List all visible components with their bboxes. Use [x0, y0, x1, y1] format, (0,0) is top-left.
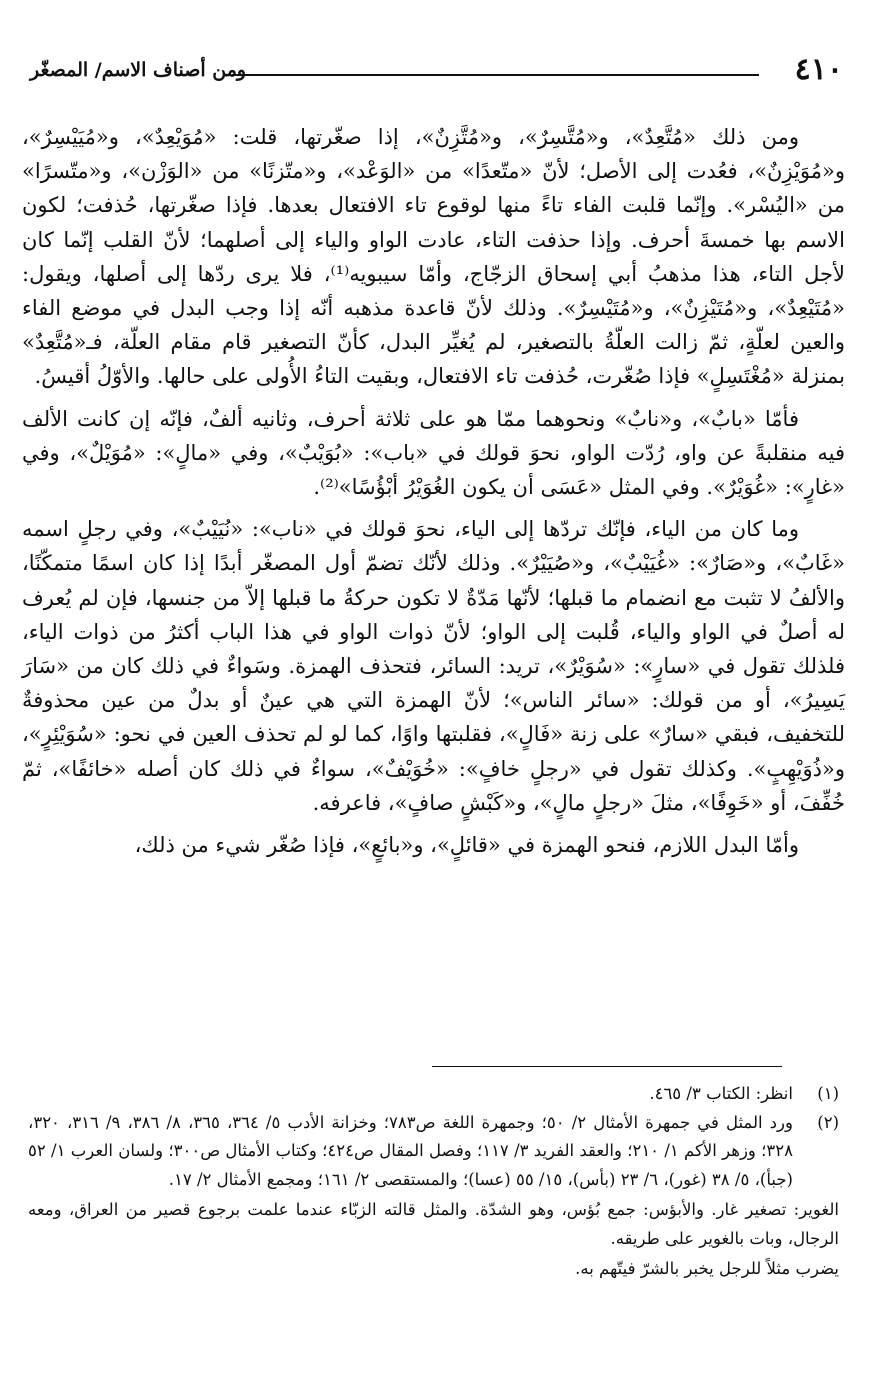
paragraph-2: فأمّا «بابٌ»، و«نابٌ» ونحوهما ممّا هو على ثلاثة أحرف، وثانيه ألفٌ، فإنّه إن كانت الألف فيه منقلبةً عن واو، رُدّت الواو، نحوَ قولك في «باب»: «بُوَيْبٌ»، وفي «مالٍ»: «مُوَيْلٌ»، وفي «غارٍ»: «غُوَيْرٌ». وفي المثل «عَسَى أن يكون الغُوَيْرُ أبْؤُسًا»⁽²⁾. [22, 406, 845, 500]
footnote-gloss: الغوير: تصغير غار. والأبؤس: جمع بُؤس، وهو الشدّة. والمثل قالته الزبّاء عندما علمت برجوع قصير من العراق، ومعه الرجال، وبات بالغوير على طريقه. [28, 1200, 839, 1248]
paragraph-4: وأمّا البدل اللازم، فنحو الهمزة في «قائلٍ»، و«بائعٍ»، فإذا صُغّر شيء من ذلك، [134, 833, 799, 858]
footnote-number: (١) [817, 1084, 839, 1103]
main-text [22, 120, 845, 862]
paragraph-1: ومن ذلك «مُتَّعِدٌ»، و«مُتَّسِرٌ»، و«مُتَّزِنٌ»، إذا صغّرتها، قلت: «مُوَيْعِدٌ»، و«مُيَيْسِرٌ»، و«مُوَيْزِنٌ»، فعُدت إلى الأصل؛ لأنّ «متّعدًا» من «الوَعْد»، و«متّزنًا» من «الوَزْن»، و«متّسرًا» من «اليُسْر». وإنّما قلبت الفاء تاءً منها لوقوع تاء الافتعال بعدها. فإذا صغّرتها، حُذفت؛ لكون الاسم بها خمسةَ أحرف. وإذا حذفت التاء، عادت الواو والياء إلى أصلهما؛ لأنّ القلب إنّما كان لأجل التاء، هذا مذهبُ أبي إسحاق الزجّاج، وأمّا سيبويه⁽¹⁾، فلا يرى ردّها إلى أصلها، ويقول: «مُتَيْعِدٌ»، و«مُتَيْزِنٌ»، و«مُتَيْسِرٌ». وذلك لأنّ قاعدة مذهبه أنّه إذا وجب البدل في موضع الفاء والعين لعلّةٍ، ثمّ زالت العلّةُ بالتصغير، لم يُغيِّر البدل، كأنّ التصغير قام مقام العلّة، فـ«مُتَّعِدٌ» بمنزلة «مُغْتَسِلٍ» فإذا صُغّرت، حُذفت تاء الافتعال، وبقيت التاءُ الأُولى على حالها. والأوّلُ أقيسُ. [22, 125, 845, 389]
paragraph-3: وما كان من الياء، فإنّك تردّها إلى الياء، نحوَ قولك في «ناب»: «نُيَيْبٌ»، وفي رجلٍ اسمه «غَابٌ»، و«صَارٌ»: «غُيَيْبٌ»، و«صُيَيْرٌ». وذلك لأنّك تضمّ أول المصغّر أبدًا إذا كان اسمًا متمكّنًا، والألفُ لا تثبت مع انضمام ما قبلها؛ لأنّها مَدّةٌ لا تكون حركةُ ما قبلها إلاّ من جنسها، فإن لم يُعرف له أصلٌ في الواو والياء، قُلبت إلى الواو؛ لأنّ ذوات الواو في هذا الباب أكثرُ من ذوات الياء، فلذلك تقول في «سارٍ»: «سُوَيْرٌ»، تريد: السائر، فتحذف الهمزة. وسَواءٌ في ذلك كان من «سَارَ يَسِيرُ»، أو من قولك: «سائر الناس»؛ لأنّ الهمزة التي هي عينٌ أو بدلٌ من عين محذوفةٌ للتخفيف، فبقي «سارٌ» على زنة «فَالٍ»، فقلبتها واوًا، كما لو لم تحذف العين في نحو: «سُوَيْئِرٍ»، و«ذُوَيْهِبٍ». وكذلك تقول في «رجلٍ خافٍ»: «خُوَيْفٌ»، سواءٌ في ذلك كان أصله «خائفًا»، ثمّ خُفِّفَ، أو «خَوِفًا»، مثلَ «رجلٍ مالٍ»، و«كَبْشٍ صافٍ»، فاعرفه. [22, 517, 845, 815]
footnote-separator [432, 1066, 782, 1067]
footnotes [28, 1080, 839, 1284]
page-number: ٤١٠ [794, 52, 843, 87]
footnote-text: انظر: الكتاب ٣/ ٤٦٥. [649, 1084, 793, 1103]
footnote-number: (٢) [817, 1112, 839, 1132]
running-title: ومن أصناف الاسم/ المصغّر [30, 59, 247, 81]
footnote-text: ورد المثل في جمهرة الأمثال ٢/ ٥٠؛ وجمهرة اللغة ص٧٨٣؛ وخزانة الأدب ٥/ ٣٦٤، ٣٦٥، ٨/ ٣٨٦، ٩/ ٣١٦، ٣٢٠، ٣٢٨؛ وزهر الأكم ١/ ٢١٠؛ والعقد الفريد ٣/ ١١٧؛ وفصل المقال ص٤٢٤؛ وكتاب الأمثال ص٣٠٠؛ ولسان العرب ١/ ٥٢ (جبأ)، ٥/ ٣٨ (غور)، ٦/ ٢٣ (بأس)، ١٥/ ٥٥ (عسا)؛ والمستقصى ٢/ ١٦١؛ ومجمع الأمثال ٢/ ١٧. [28, 1112, 793, 1189]
footnote-2 [28, 1109, 839, 1195]
footnote-gloss: يضرب مثلاً للرجل يخبر بالشرّ فيتّهم به. [575, 1259, 839, 1278]
header-rule [232, 74, 759, 76]
running-header [30, 50, 843, 90]
footnote-1 [28, 1080, 839, 1109]
